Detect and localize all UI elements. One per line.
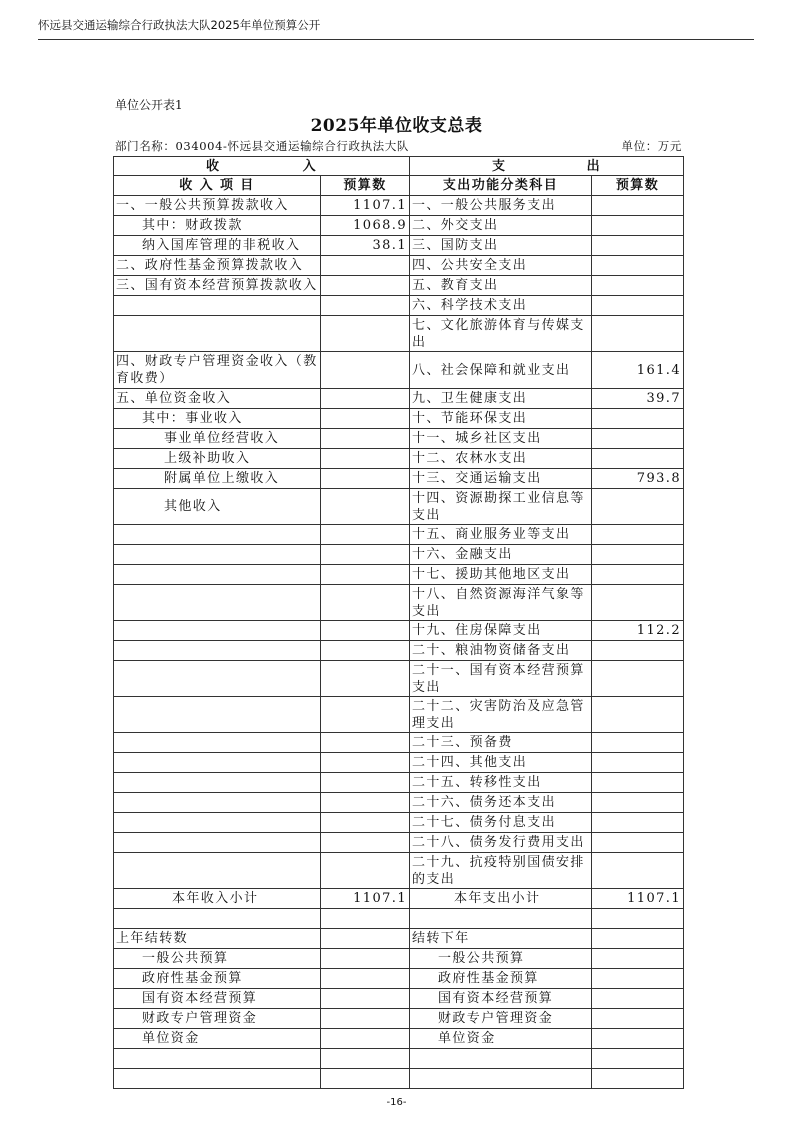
income-amount [321, 256, 410, 276]
expense-amount [592, 409, 684, 429]
carry-expense-item: 单位资金 [410, 1029, 592, 1049]
table-row [114, 585, 684, 621]
header-row-group [114, 157, 684, 176]
income-item [114, 565, 321, 585]
expense-amount [592, 429, 684, 449]
expense-item-header: 支出功能分类科目 [410, 176, 592, 196]
expense-amount [592, 489, 684, 525]
expense-item: 二十一、国有资本经营预算支出 [410, 661, 592, 697]
empty-cell [321, 909, 410, 929]
empty-cell [410, 1049, 592, 1069]
empty-cell [114, 1049, 321, 1069]
income-amount [321, 276, 410, 296]
carry-expense-item: 财政专户管理资金 [410, 1009, 592, 1029]
table-row [114, 352, 684, 389]
income-amount [321, 833, 410, 853]
table-row [114, 236, 684, 256]
table-row [114, 525, 684, 545]
subtotal-row [114, 889, 684, 909]
income-amount: 1068.9 [321, 216, 410, 236]
expense-item: 十四、资源勘探工业信息等支出 [410, 489, 592, 525]
income-item: 纳入国库管理的非税收入 [114, 236, 321, 256]
expense-item: 二十、粮油物资储备支出 [410, 641, 592, 661]
carry-row [114, 1029, 684, 1049]
expense-item: 二、外交支出 [410, 216, 592, 236]
carry-income-amount [321, 1009, 410, 1029]
unit-label: 单位：万元 [621, 139, 682, 153]
budget-table [113, 156, 684, 1089]
expense-item: 十九、住房保障支出 [410, 621, 592, 641]
expense-amount [592, 236, 684, 256]
blank-row [114, 1069, 684, 1089]
table-row [114, 641, 684, 661]
expense-item: 三、国防支出 [410, 236, 592, 256]
expense-item: 十一、城乡社区支出 [410, 429, 592, 449]
expense-amount [592, 316, 684, 352]
table-row [114, 296, 684, 316]
carry-expense-item: 政府性基金预算 [410, 969, 592, 989]
income-amount [321, 585, 410, 621]
expense-header: 支 出 [410, 157, 684, 176]
income-amount [321, 853, 410, 889]
expense-amount [592, 773, 684, 793]
carry-row [114, 949, 684, 969]
income-item: 二、政府性基金预算拨款收入 [114, 256, 321, 276]
income-subtotal-amount: 1107.1 [321, 889, 410, 909]
expense-item: 八、社会保障和就业支出 [410, 352, 592, 389]
expense-amount [592, 661, 684, 697]
income-item: 上级补助收入 [114, 449, 321, 469]
empty-cell [321, 1049, 410, 1069]
expense-amount: 161.4 [592, 352, 684, 389]
page-header-title: 怀远县交通运输综合行政执法大队2025年单位预算公开 [38, 18, 321, 32]
expense-item: 十七、援助其他地区支出 [410, 565, 592, 585]
income-item: 三、国有资本经营预算拨款收入 [114, 276, 321, 296]
expense-amount [592, 525, 684, 545]
table-row [114, 389, 684, 409]
expense-item: 二十九、抗疫特别国债安排的支出 [410, 853, 592, 889]
income-amount [321, 489, 410, 525]
carry-row [114, 989, 684, 1009]
carry-income-amount [321, 949, 410, 969]
income-amount [321, 753, 410, 773]
table-row [114, 429, 684, 449]
income-amount [321, 389, 410, 409]
income-amount [321, 733, 410, 753]
expense-amount [592, 853, 684, 889]
expense-amount [592, 196, 684, 216]
carry-income-amount [321, 969, 410, 989]
expense-amount: 39.7 [592, 389, 684, 409]
expense-subtotal-amount: 1107.1 [592, 889, 684, 909]
table-row [114, 316, 684, 352]
header-divider [38, 39, 754, 40]
table-row [114, 409, 684, 429]
income-amount [321, 449, 410, 469]
expense-budget-header: 预算数 [592, 176, 684, 196]
carry-expense-item: 一般公共预算 [410, 949, 592, 969]
income-amount [321, 429, 410, 449]
income-item [114, 733, 321, 753]
income-amount: 38.1 [321, 236, 410, 256]
carry-income-item: 政府性基金预算 [114, 969, 321, 989]
table-row [114, 733, 684, 753]
table-row [114, 753, 684, 773]
expense-item: 十六、金融支出 [410, 545, 592, 565]
income-item [114, 545, 321, 565]
empty-cell [592, 909, 684, 929]
expense-item: 六、科学技术支出 [410, 296, 592, 316]
carry-expense-title: 结转下年 [410, 929, 592, 949]
carry-expense-amount [592, 989, 684, 1009]
expense-item: 二十五、转移性支出 [410, 773, 592, 793]
expense-amount [592, 641, 684, 661]
expense-amount [592, 753, 684, 773]
empty-cell [592, 1049, 684, 1069]
blank-row [114, 909, 684, 929]
expense-amount: 793.8 [592, 469, 684, 489]
income-item [114, 853, 321, 889]
expense-item: 二十四、其他支出 [410, 753, 592, 773]
expense-amount [592, 697, 684, 733]
empty-cell [114, 909, 321, 929]
carry-income-amount [321, 1029, 410, 1049]
income-amount [321, 621, 410, 641]
expense-amount [592, 449, 684, 469]
expense-amount: 112.2 [592, 621, 684, 641]
expense-item: 十、节能环保支出 [410, 409, 592, 429]
income-amount [321, 773, 410, 793]
table-number: 单位公开表1 [115, 98, 183, 112]
empty-cell [114, 1069, 321, 1089]
department-name: 部门名称：034004-怀远县交通运输综合行政执法大队 [115, 139, 409, 153]
income-header: 收 入 [114, 157, 410, 176]
table-row [114, 489, 684, 525]
income-amount [321, 352, 410, 389]
income-amount [321, 525, 410, 545]
income-item [114, 793, 321, 813]
expense-amount [592, 833, 684, 853]
income-amount [321, 661, 410, 697]
table-row [114, 565, 684, 585]
expense-subtotal-label: 本年支出小计 [410, 889, 592, 909]
expense-item: 十二、农林水支出 [410, 449, 592, 469]
income-amount: 1107.1 [321, 196, 410, 216]
blank-row [114, 1049, 684, 1069]
expense-item: 一、一般公共服务支出 [410, 196, 592, 216]
income-amount [321, 409, 410, 429]
carry-row [114, 1009, 684, 1029]
carry-expense-amount [592, 929, 684, 949]
carry-title-row [114, 929, 684, 949]
income-item: 其中：事业收入 [114, 409, 321, 429]
income-item [114, 525, 321, 545]
carry-income-item: 财政专户管理资金 [114, 1009, 321, 1029]
expense-item: 十五、商业服务业等支出 [410, 525, 592, 545]
income-amount [321, 469, 410, 489]
table-row [114, 545, 684, 565]
table-row [114, 276, 684, 296]
empty-cell [592, 1069, 684, 1089]
table-row [114, 697, 684, 733]
carry-expense-item: 国有资本经营预算 [410, 989, 592, 1009]
table-row [114, 773, 684, 793]
income-amount [321, 697, 410, 733]
income-amount [321, 793, 410, 813]
income-item [114, 773, 321, 793]
carry-row [114, 969, 684, 989]
carry-income-amount [321, 989, 410, 1009]
income-amount [321, 641, 410, 661]
report-title: 2025年单位收支总表 [310, 116, 483, 136]
carry-expense-amount [592, 969, 684, 989]
expense-amount [592, 733, 684, 753]
table-row [114, 853, 684, 889]
expense-item: 七、文化旅游体育与传媒支出 [410, 316, 592, 352]
income-amount [321, 316, 410, 352]
empty-cell [410, 1069, 592, 1089]
table-row [114, 449, 684, 469]
income-item: 事业单位经营收入 [114, 429, 321, 449]
expense-item: 二十六、债务还本支出 [410, 793, 592, 813]
income-item [114, 641, 321, 661]
header-row-columns [114, 176, 684, 196]
income-item-header: 收 入 项 目 [114, 176, 321, 196]
expense-item: 二十二、灾害防治及应急管理支出 [410, 697, 592, 733]
expense-item: 二十七、债务付息支出 [410, 813, 592, 833]
income-budget-header: 预算数 [321, 176, 410, 196]
income-item: 五、单位资金收入 [114, 389, 321, 409]
income-item: 附属单位上缴收入 [114, 469, 321, 489]
expense-item: 五、教育支出 [410, 276, 592, 296]
income-item: 一、一般公共预算拨款收入 [114, 196, 321, 216]
carry-expense-amount [592, 949, 684, 969]
expense-item: 十三、交通运输支出 [410, 469, 592, 489]
carry-income-item: 国有资本经营预算 [114, 989, 321, 1009]
expense-amount [592, 813, 684, 833]
expense-item: 二十八、债务发行费用支出 [410, 833, 592, 853]
income-item [114, 296, 321, 316]
income-item [114, 661, 321, 697]
income-subtotal-label: 本年收入小计 [114, 889, 321, 909]
table-row [114, 196, 684, 216]
income-amount [321, 565, 410, 585]
table-row [114, 813, 684, 833]
income-item: 四、财政专户管理资金收入（教育收费） [114, 352, 321, 389]
expense-amount [592, 545, 684, 565]
page-number: -16- [386, 1097, 407, 1108]
income-item [114, 621, 321, 641]
table-row [114, 661, 684, 697]
expense-amount [592, 256, 684, 276]
income-amount [321, 545, 410, 565]
income-item [114, 316, 321, 352]
expense-amount [592, 216, 684, 236]
table-row [114, 621, 684, 641]
expense-item: 二十三、预备费 [410, 733, 592, 753]
table-row [114, 216, 684, 236]
table-row [114, 256, 684, 276]
carry-income-amount [321, 929, 410, 949]
income-amount [321, 813, 410, 833]
income-item: 其中：财政拨款 [114, 216, 321, 236]
expense-item: 四、公共安全支出 [410, 256, 592, 276]
carry-expense-amount [592, 1029, 684, 1049]
income-item [114, 813, 321, 833]
expense-amount [592, 296, 684, 316]
income-amount [321, 296, 410, 316]
expense-amount [592, 585, 684, 621]
expense-item: 十八、自然资源海洋气象等支出 [410, 585, 592, 621]
income-item [114, 833, 321, 853]
table-row [114, 793, 684, 813]
empty-cell [321, 1069, 410, 1089]
expense-item: 九、卫生健康支出 [410, 389, 592, 409]
carry-income-title: 上年结转数 [114, 929, 321, 949]
table-row [114, 833, 684, 853]
income-item [114, 585, 321, 621]
income-item: 其他收入 [114, 489, 321, 525]
carry-income-item: 一般公共预算 [114, 949, 321, 969]
income-item [114, 753, 321, 773]
income-item [114, 697, 321, 733]
empty-cell [410, 909, 592, 929]
expense-amount [592, 793, 684, 813]
carry-expense-amount [592, 1009, 684, 1029]
expense-amount [592, 565, 684, 585]
table-row [114, 469, 684, 489]
carry-income-item: 单位资金 [114, 1029, 321, 1049]
expense-amount [592, 276, 684, 296]
